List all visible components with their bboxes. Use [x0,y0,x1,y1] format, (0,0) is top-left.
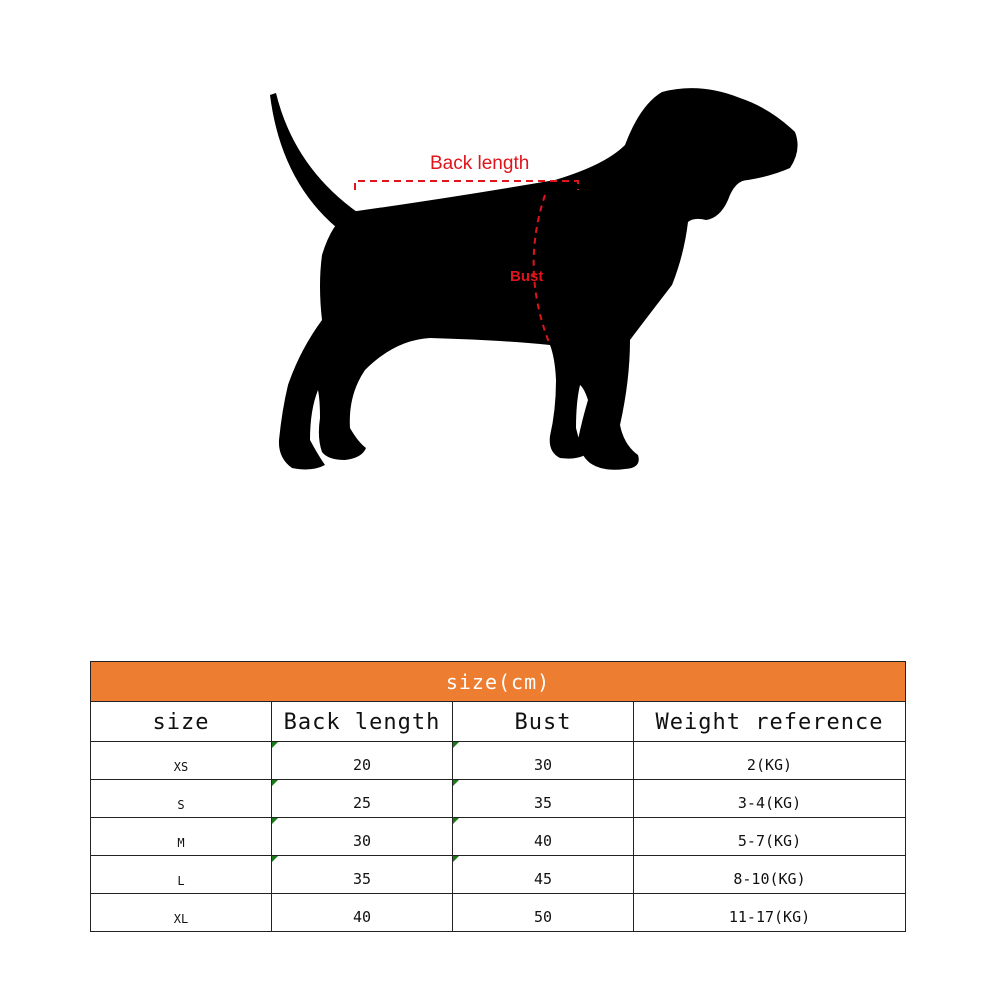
cell-weight: 2(KG) [634,742,906,780]
cell-value: 40 [533,831,553,850]
cell-value: 45 [533,869,553,888]
cell-marker [272,856,278,862]
cell-value: 30 [533,755,553,774]
cell-bust [453,818,634,856]
header-weight-reference: Weight reference [634,702,906,742]
cell-size: S [91,780,272,818]
header-back-length: Back length [272,702,453,742]
header-bust: Bust [453,702,634,742]
cell-marker [453,856,459,862]
cell-marker [272,780,278,786]
cell-marker [453,742,459,748]
cell-value: 20 [352,755,372,774]
table-header-row [91,702,906,742]
cell-bust: 50 [453,894,634,932]
cell-bust [453,780,634,818]
size-chart-table [90,661,906,932]
cell-size: XS [91,742,272,780]
table-row [91,780,906,818]
bust-label: Bust [510,268,544,285]
cell-weight: 3-4(KG) [634,780,906,818]
cell-back-length [272,818,453,856]
cell-weight: 5-7(KG) [634,818,906,856]
table-title-row [91,662,906,702]
table-row [91,818,906,856]
cell-size: M [91,818,272,856]
cell-marker [453,818,459,824]
cell-bust [453,742,634,780]
cell-weight: 11-17(KG) [634,894,906,932]
cell-back-length [272,856,453,894]
cell-size: L [91,856,272,894]
cell-back-length [272,780,453,818]
cell-weight: 8-10(KG) [634,856,906,894]
cell-value: 25 [352,793,372,812]
cell-back-length: 40 [272,894,453,932]
cell-value: 30 [352,831,372,850]
cell-value: 35 [352,869,372,888]
back-length-label: Back length [430,153,530,174]
table-row [91,894,906,932]
cell-value: 35 [533,793,553,812]
cell-bust [453,856,634,894]
cell-back-length [272,742,453,780]
table-title: size(cm) [91,662,906,702]
header-size: size [91,702,272,742]
cell-marker [272,742,278,748]
cell-marker [272,818,278,824]
cell-size: XL [91,894,272,932]
table-row [91,856,906,894]
cell-marker [453,780,459,786]
table-row [91,742,906,780]
